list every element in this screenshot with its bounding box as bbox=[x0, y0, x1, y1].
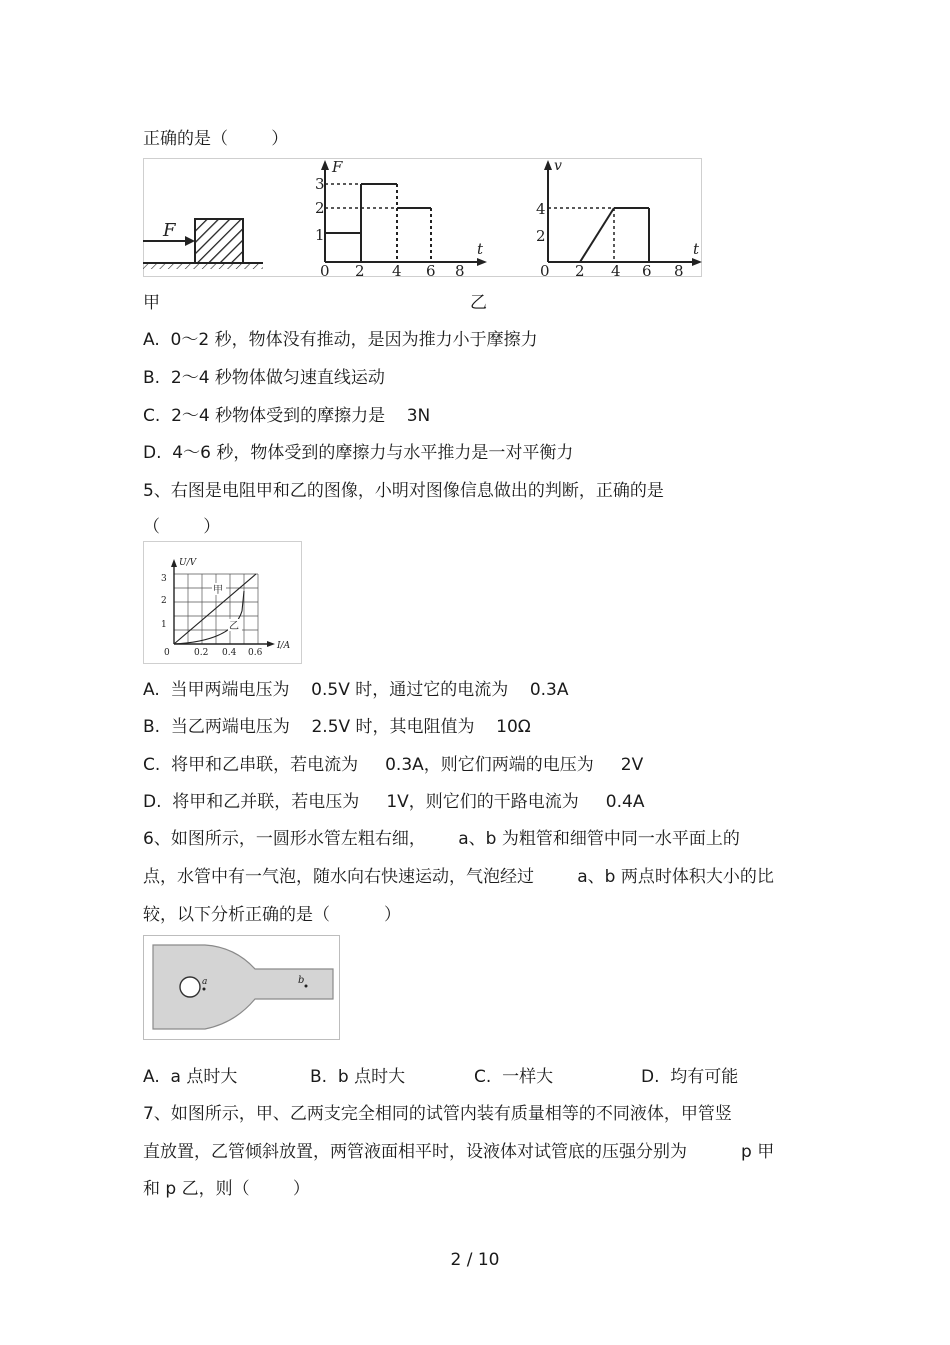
f-xtick: 4 bbox=[392, 262, 402, 278]
t-axis-label: t bbox=[477, 240, 484, 258]
q4-option-b: B. 2～4 秒物体做匀速直线运动 bbox=[143, 368, 385, 388]
v-ytick: 2 bbox=[536, 227, 546, 245]
v-t-chart bbox=[536, 158, 702, 278]
q4-stem-tail: 正确的是（ ） bbox=[143, 129, 289, 149]
i-axis-label: I/A bbox=[277, 641, 291, 651]
q5-stem-line2: （ ） bbox=[143, 517, 221, 537]
v-ytick: 4 bbox=[536, 200, 546, 218]
i-xtick: 0 bbox=[164, 648, 170, 658]
q6-stem-line2: 点，水管中有一气泡，随水向右快速运动，气泡经过 a、b 两点时体积大小的比 bbox=[143, 867, 774, 887]
f-ytick: 1 bbox=[315, 226, 325, 244]
q5-option-b: B. 当乙两端电压为 2.5V 时，其电阻值为 10Ω bbox=[143, 717, 531, 737]
figure-label-jia: 甲 bbox=[143, 293, 160, 313]
v-axis-label: v bbox=[554, 158, 562, 174]
q6-option-b: B. b 点时大 bbox=[310, 1067, 406, 1087]
force-label: F bbox=[163, 220, 176, 241]
v-xtick: 6 bbox=[642, 262, 652, 278]
i-xtick: 0.6 bbox=[248, 648, 263, 658]
u-ytick: 2 bbox=[161, 596, 167, 606]
q7-stem-line1: 7、如图所示，甲、乙两支完全相同的试管内装有质量相等的不同液体，甲管竖 bbox=[143, 1104, 732, 1124]
v-xtick: 8 bbox=[674, 262, 684, 278]
water-pipe bbox=[153, 945, 333, 1029]
q4-option-c: C. 2～4 秒物体受到的摩擦力是 3N bbox=[143, 406, 431, 426]
air-bubble bbox=[180, 977, 200, 997]
t-axis-label: t bbox=[693, 240, 700, 258]
page-number: 2 / 10 bbox=[450, 1250, 500, 1270]
f-xtick: 0 bbox=[320, 262, 330, 278]
f-t-chart bbox=[315, 158, 487, 278]
q4-option-d: D. 4～6 秒，物体受到的摩擦力与水平推力是一对平衡力 bbox=[143, 443, 574, 463]
q7-stem-line2: 直放置，乙管倾斜放置，两管液面相平时，设液体对试管底的压强分别为 p 甲 bbox=[143, 1142, 775, 1162]
curve-yi bbox=[174, 591, 244, 644]
f-xtick: 2 bbox=[355, 262, 365, 278]
u-ytick: 3 bbox=[161, 574, 167, 584]
v-xtick: 0 bbox=[540, 262, 550, 278]
f-xtick: 8 bbox=[455, 262, 465, 278]
q5-option-c: C. 将甲和乙串联，若电流为 0.3A，则它们两端的电压为 2V bbox=[143, 755, 644, 775]
q6-option-c: C. 一样大 bbox=[474, 1067, 554, 1087]
point-a-label: a bbox=[202, 977, 208, 987]
i-xtick: 0.2 bbox=[194, 648, 209, 658]
curve-label-yi: 乙 bbox=[229, 621, 239, 632]
f-xtick: 6 bbox=[426, 262, 436, 278]
q6-stem-line3: 较，以下分析正确的是（ ） bbox=[143, 905, 402, 925]
v-xtick: 2 bbox=[575, 262, 585, 278]
q5-option-a: A. 当甲两端电压为 0.5V 时，通过它的电流为 0.3A bbox=[143, 680, 569, 700]
block-diagram bbox=[143, 219, 263, 269]
i-xtick: 0.4 bbox=[222, 648, 237, 658]
q5-stem-line1: 5、右图是电阻甲和乙的图像，小明对图像信息做出的判断，正确的是 bbox=[143, 481, 664, 501]
figure-label-yi: 乙 bbox=[470, 293, 487, 313]
u-ytick: 1 bbox=[161, 620, 167, 630]
u-axis-label: U/V bbox=[179, 558, 197, 568]
curve-label-jia: 甲 bbox=[213, 585, 223, 596]
f-ytick: 3 bbox=[315, 175, 325, 193]
q4-option-a: A. 0～2 秒，物体没有推动，是因为推力小于摩擦力 bbox=[143, 330, 538, 350]
point-b-label: b bbox=[298, 975, 305, 986]
q6-option-d: D. 均有可能 bbox=[641, 1067, 739, 1087]
u-i-chart bbox=[161, 558, 291, 658]
q5-figure bbox=[143, 541, 303, 665]
q5-option-d: D. 将甲和乙并联，若电压为 1V，则它们的干路电流为 0.4A bbox=[143, 792, 645, 812]
f-axis-label: F bbox=[332, 158, 343, 176]
q7-stem-line3: 和 p 乙，则（ ） bbox=[143, 1179, 310, 1199]
v-xtick: 4 bbox=[611, 262, 621, 278]
q6-figure bbox=[143, 935, 341, 1041]
q4-figure bbox=[143, 158, 703, 278]
q6-option-a: A. a 点时大 bbox=[143, 1067, 238, 1087]
q6-stem-line1: 6、如图所示，一圆形水管左粗右细， a、b 为粗管和细管中同一水平面上的 bbox=[143, 829, 740, 849]
f-ytick: 2 bbox=[315, 199, 325, 217]
